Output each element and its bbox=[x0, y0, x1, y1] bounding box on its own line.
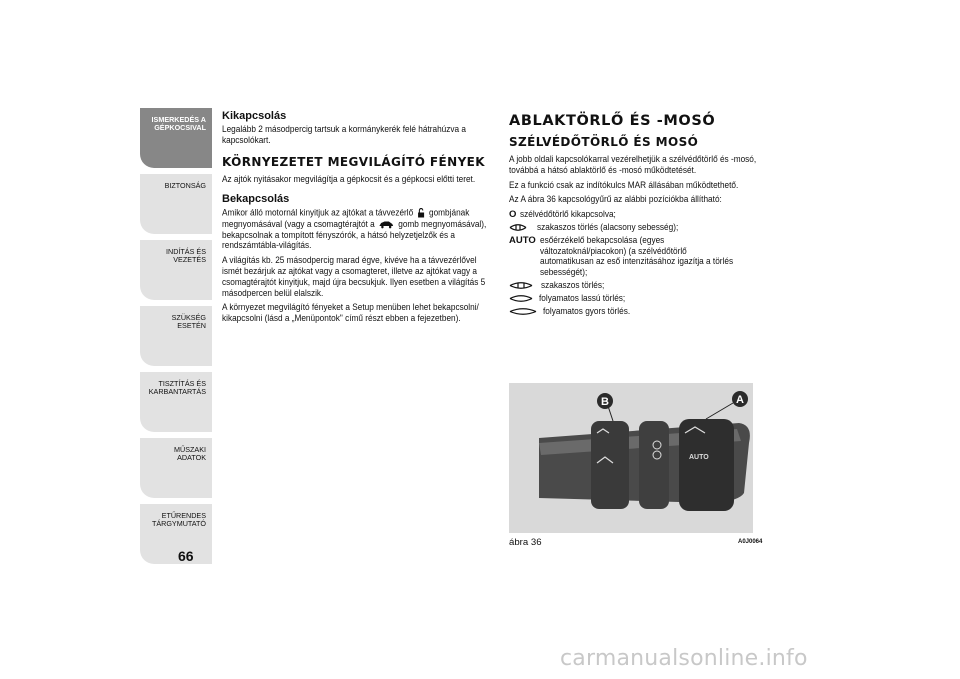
text-run: gomb megnyomásával), bekapcsolnak a tompított fényszórók, a hátsó helyzetjelzők és a rendszámtábla-világítás. bbox=[222, 218, 487, 252]
heading-kikapcsolas: Kikapcsolás bbox=[222, 110, 287, 122]
sidebar-tab-szukseg[interactable] bbox=[140, 306, 212, 366]
slow-wiper-icon bbox=[509, 294, 533, 303]
sidebar-tab-muszaki[interactable] bbox=[140, 438, 212, 498]
heading-ablaktorlo: ABLAKTÖRLŐ ÉS -MOSÓ bbox=[509, 113, 716, 129]
paragraph: Az A ábra 36 kapcsológyűrű az alábbi pozíciókba állítható: bbox=[509, 194, 722, 206]
page-number: 66 bbox=[178, 548, 194, 564]
list-item bbox=[509, 281, 777, 292]
text-run: gombjának megnyomásával (vagy a csomagtérajtót a bbox=[222, 207, 470, 230]
text-run: Amikor álló motornál kinyitjuk az ajtókat a távvezérlő bbox=[222, 207, 414, 219]
list-item-text: folyamatos gyors törlés. bbox=[543, 305, 631, 317]
paragraph: A környezet megvilágító fényeket a Setup menüben lehet bekapcsolni/ kikapcsolni (lásd a „Menüpontok" című részt ebben a fejezetben). bbox=[222, 302, 479, 325]
auto-label: AUTO bbox=[689, 454, 709, 461]
stalk-ring-a bbox=[679, 419, 734, 511]
wiper-stalk-figure bbox=[509, 383, 753, 533]
stalk-ring-middle bbox=[639, 421, 669, 509]
figure-caption: ábra 36 bbox=[509, 537, 542, 548]
list-item bbox=[509, 210, 777, 221]
list-item-text: esőérzékelő bekapcsolása (egyes változatoknál/piacokon) (a szélvédőtörlő automatikusan az eső intenzitásához igazítja a törlés sebességét); bbox=[539, 234, 733, 279]
list-item bbox=[509, 307, 777, 318]
sidebar-tab-targymutato[interactable] bbox=[140, 504, 212, 564]
heading-kornyezet: KÖRNYEZETET MEGVILÁGÍTÓ FÉNYEK bbox=[222, 154, 485, 169]
sidebar-tab-label: MŰSZAKI ADATOK bbox=[174, 445, 206, 463]
figure-code: A0J0064 bbox=[738, 539, 763, 545]
sidebar-tab-ismerkedes[interactable] bbox=[140, 108, 212, 168]
label-a: A bbox=[736, 394, 744, 406]
sidebar-tab-label: ETŰRENDES TÁRGYMUTATÓ bbox=[151, 511, 206, 529]
fast-wiper-icon bbox=[509, 307, 537, 316]
paragraph: Ez a funkció csak az indítókulcs MAR állásában működtethető. bbox=[509, 179, 739, 191]
paragraph bbox=[222, 208, 493, 252]
auto-position-icon: AUTO bbox=[509, 234, 536, 246]
sidebar-tab-label: SZÜKSÉG ESETÉN bbox=[171, 313, 206, 331]
list-item-text: szélvédőtörlő kikapcsolva; bbox=[520, 209, 617, 221]
car-trunk-icon bbox=[379, 220, 394, 229]
wiper-stalk-illustration bbox=[509, 383, 753, 533]
paragraph: Az ajtók nyitásakor megvilágítja a gépkocsit és a gépkocsi előtti teret. bbox=[222, 173, 476, 185]
paragraph: Legalább 2 másodpercig tartsuk a kormánykerék felé hátrahúzva a kapcsolókart. bbox=[222, 124, 466, 146]
sidebar-tab-inditas[interactable] bbox=[140, 240, 212, 300]
sidebar-tab-label: INDÍTÁS ÉS VEZETÉS bbox=[166, 247, 206, 265]
off-position-icon: O bbox=[509, 209, 517, 221]
sidebar-tab-label: ISMERKEDÉS A GÉPKOCSIVAL bbox=[151, 115, 206, 133]
interval-wiper-icon bbox=[509, 223, 527, 232]
paragraph: A világítás kb. 25 másodpercig marad égve, kivéve ha a távvezérlővel ismét bezárjuk az ajtókat vagy a csomagteret, illetve az ajtókat vagy a csomagtérajtót kinyitjuk, majd újra becsukjuk. Ilyen esetben a világítás 5 másodpercen belül elalszik. bbox=[222, 255, 486, 299]
unlock-icon bbox=[417, 208, 425, 218]
list-item-text: folyamatos lassú törlés; bbox=[539, 292, 626, 304]
list-item bbox=[509, 294, 777, 305]
label-b: B bbox=[601, 396, 609, 408]
paragraph: A jobb oldali kapcsolókarral vezérelhetjük a szélvédőtörlő és -mosó, továbbá a hátsó ablaktörlő és -mosó működtetését. bbox=[509, 154, 757, 176]
interval-wiper-icon bbox=[509, 281, 533, 290]
watermark: carmanualsonline.info bbox=[560, 646, 808, 671]
heading-szelvedotorlo: SZÉLVÉDŐTÖRLŐ ÉS MOSÓ bbox=[509, 135, 699, 149]
list-item bbox=[509, 236, 777, 279]
list-item-text: szakaszos törlés; bbox=[541, 279, 605, 291]
left-column bbox=[222, 110, 494, 329]
sidebar-tab-biztonsag[interactable] bbox=[140, 174, 212, 234]
heading-bekapcsolas: Bekapcsolás bbox=[222, 193, 290, 206]
right-column bbox=[509, 110, 777, 319]
sidebar-tab-label: BIZTONSÁG bbox=[164, 181, 206, 190]
list-item-text: szakaszos törlés (alacsony sebesség); bbox=[537, 221, 679, 233]
sidebar-tab-label: TISZTÍTÁS ÉS KARBANTARTÁS bbox=[148, 379, 206, 397]
sidebar-tab-tisztitas[interactable] bbox=[140, 372, 212, 432]
stalk-ring-b bbox=[591, 421, 629, 509]
list-item bbox=[509, 223, 777, 234]
